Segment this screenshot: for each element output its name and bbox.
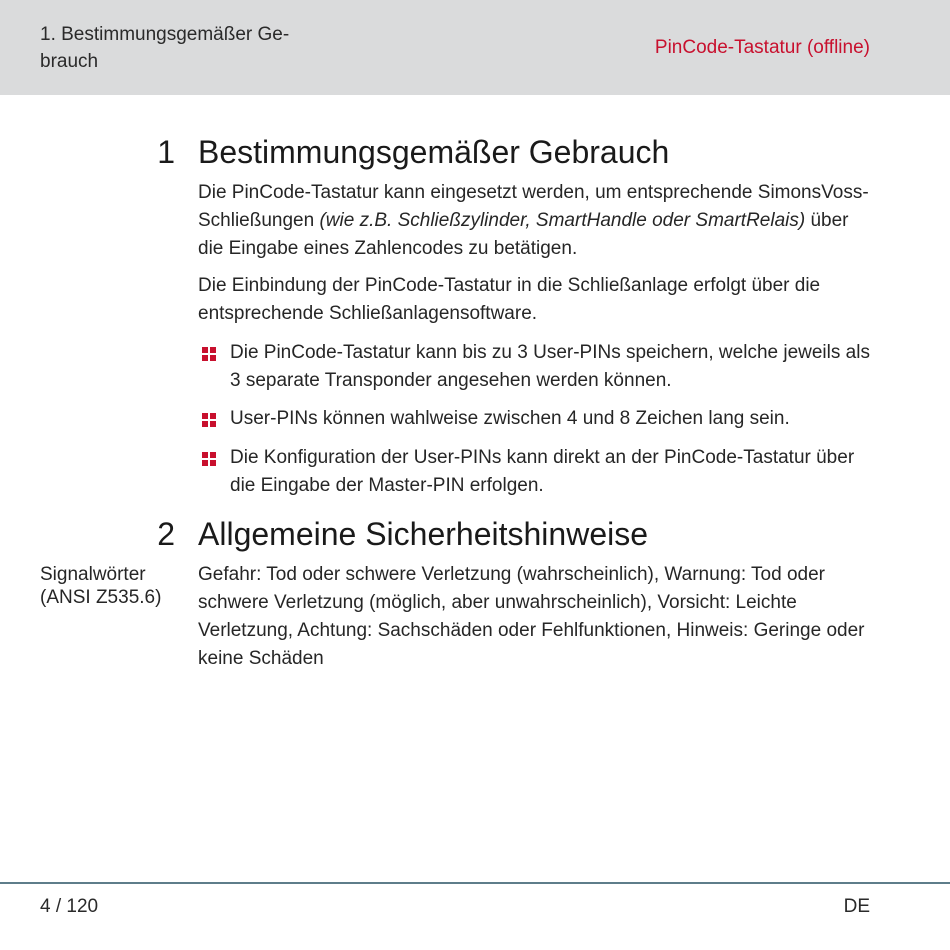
section-1-number: 1: [157, 134, 175, 170]
header-chapter-line-2: brauch: [40, 51, 99, 72]
section-1-heading: [0, 132, 950, 172]
section-1-title: Bestimmungsgemäßer Gebrauch: [198, 134, 670, 170]
page-header: [0, 0, 950, 95]
header-product-title: PinCode-Tastatur (offline): [654, 37, 870, 58]
section-2-number: 2: [157, 516, 175, 552]
section-1-paragraph-1: [198, 179, 878, 263]
bullet-text: User-PINs können wahlweise zwischen 4 und 8 Zeichen lang sein.: [230, 408, 790, 429]
section-2-heading: [0, 514, 950, 554]
footer-divider: [0, 882, 950, 884]
section-1-paragraph-2: Die Einbindung der PinCode-Tastatur in die Schließanlage erfolgt über die entsprechende Schließanlagensoftware.: [198, 275, 821, 324]
para1-end: über die Eingabe eines Zahlencodes zu betätigen.: [198, 210, 849, 259]
red-square-grid-icon: [202, 347, 216, 361]
red-square-grid-icon: [202, 413, 216, 427]
header-chapter-title: [40, 21, 340, 75]
page-number: 4 / 120: [40, 896, 99, 917]
section-2-paragraph: Gefahr: Tod oder schwere Verletzung (wahrscheinlich), Warnung: Tod oder schwere Verletzung (möglich, aber unwahrscheinlich), Vorsicht: Leichte Verletzung, Achtung: Sachschäden oder Fehlfunktionen, Hinweis: Geringe oder keine Schäden: [198, 564, 865, 669]
section-2-title: Allgemeine Sicherheitshinweise: [198, 516, 649, 552]
para1-start: Die PinCode-Tastatur kann eingesetzt werden, um entsprechende SimonsVoss-Schließungen: [198, 182, 869, 231]
red-square-grid-icon: [202, 452, 216, 466]
language-code: DE: [843, 896, 870, 917]
margin-note-signal-words: Signalwörter (ANSI Z535.6): [40, 564, 162, 608]
bullet-text: Die PinCode-Tastatur kann bis zu 3 User-PINs speichern, welche jeweils als 3 separate Transponder angesehen werden können.: [230, 342, 870, 391]
bullet-text: Die Konfiguration der User-PINs kann direkt an der PinCode-Tastatur über die Eingabe der Master-PIN erfolgen.: [230, 447, 855, 496]
header-chapter-line-1: 1. Bestimmungsgemäßer Ge-: [40, 24, 290, 45]
para1-italic: (wie z.B. Schließzylinder, SmartHandle oder SmartRelais): [319, 210, 806, 231]
